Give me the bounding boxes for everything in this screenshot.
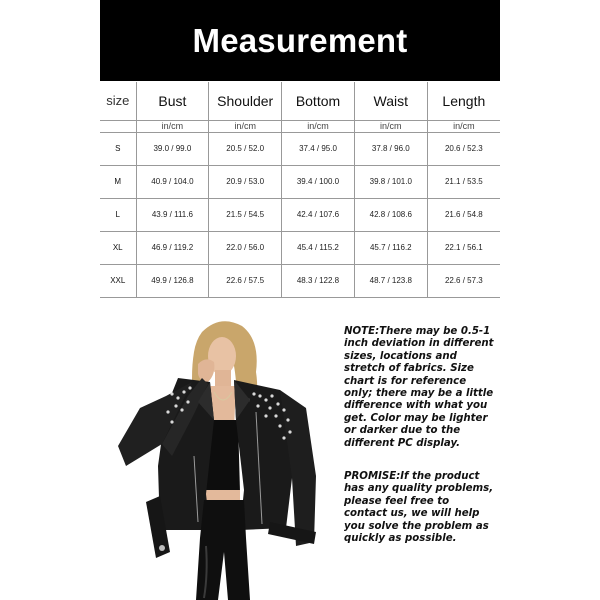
title-banner <box>100 0 500 81</box>
shoulder-cell: 22.6 / 57.5 <box>209 264 282 297</box>
waist-cell: 39.8 / 101.0 <box>354 165 427 198</box>
table-row <box>100 198 500 231</box>
bottom-cell: 45.4 / 115.2 <box>282 231 355 264</box>
shoulder-cell: 20.9 / 53.0 <box>209 165 282 198</box>
column-header-waist: Waist <box>354 82 427 120</box>
size-cell: XL <box>100 231 136 264</box>
unit-label: in/cm <box>354 120 427 132</box>
size-cell: L <box>100 198 136 231</box>
bottom-cell: 48.3 / 122.8 <box>282 264 355 297</box>
bottom-cell: 39.4 / 100.0 <box>282 165 355 198</box>
column-header-bust: Bust <box>136 82 209 120</box>
bottom-cell: 42.4 / 107.6 <box>282 198 355 231</box>
length-cell: 21.1 / 53.5 <box>427 165 500 198</box>
length-cell: 21.6 / 54.8 <box>427 198 500 231</box>
waist-cell: 45.7 / 116.2 <box>354 231 427 264</box>
bust-cell: 39.0 / 99.0 <box>136 132 209 165</box>
bust-cell: 49.9 / 126.8 <box>136 264 209 297</box>
length-cell: 20.6 / 52.3 <box>427 132 500 165</box>
size-column-header: size <box>100 82 136 120</box>
header-row <box>100 82 500 120</box>
promise-text: PROMISE:If the product has any quality problems, please feel free to contact us, we will help you solve the problem as quickly as possible. <box>344 471 494 545</box>
bust-cell: 40.9 / 104.0 <box>136 165 209 198</box>
waist-cell: 37.8 / 96.0 <box>354 132 427 165</box>
length-cell: 22.1 / 56.1 <box>427 231 500 264</box>
column-header-shoulder: Shoulder <box>209 82 282 120</box>
unit-label: in/cm <box>136 120 209 132</box>
product-photo <box>110 316 330 600</box>
size-chart-table <box>100 82 500 298</box>
unit-label: in/cm <box>282 120 355 132</box>
pants-shape <box>196 500 250 600</box>
hand-shape <box>198 359 214 382</box>
note-text: NOTE:There may be 0.5-1 inch deviation in different sizes, locations and stretch of fabrics. Size chart is for reference only; there may be a little difference with what you get. Color may be lighter or darker due to the different PC display. <box>344 326 494 449</box>
shoulder-cell: 21.5 / 54.5 <box>209 198 282 231</box>
table-row <box>100 165 500 198</box>
bottom-cell: 37.4 / 95.0 <box>282 132 355 165</box>
waist-cell: 42.8 / 108.6 <box>354 198 427 231</box>
page-title: Measurement <box>192 21 408 59</box>
size-cell: M <box>100 165 136 198</box>
table-row <box>100 132 500 165</box>
column-header-length: Length <box>427 82 500 120</box>
unit-cell-blank <box>100 120 136 132</box>
waist-cell: 48.7 / 123.8 <box>354 264 427 297</box>
unit-label: in/cm <box>209 120 282 132</box>
size-cell: S <box>100 132 136 165</box>
unit-label: in/cm <box>427 120 500 132</box>
column-header-bottom: Bottom <box>282 82 355 120</box>
bust-cell: 43.9 / 111.6 <box>136 198 209 231</box>
shoulder-cell: 22.0 / 56.0 <box>209 231 282 264</box>
belt-buckle <box>159 545 165 551</box>
length-cell: 22.6 / 57.3 <box>427 264 500 297</box>
size-cell: XXL <box>100 264 136 297</box>
bust-cell: 46.9 / 119.2 <box>136 231 209 264</box>
unit-row <box>100 120 500 132</box>
shoulder-cell: 20.5 / 52.0 <box>209 132 282 165</box>
table-row <box>100 264 500 297</box>
table-row <box>100 231 500 264</box>
notes-block <box>344 326 494 546</box>
